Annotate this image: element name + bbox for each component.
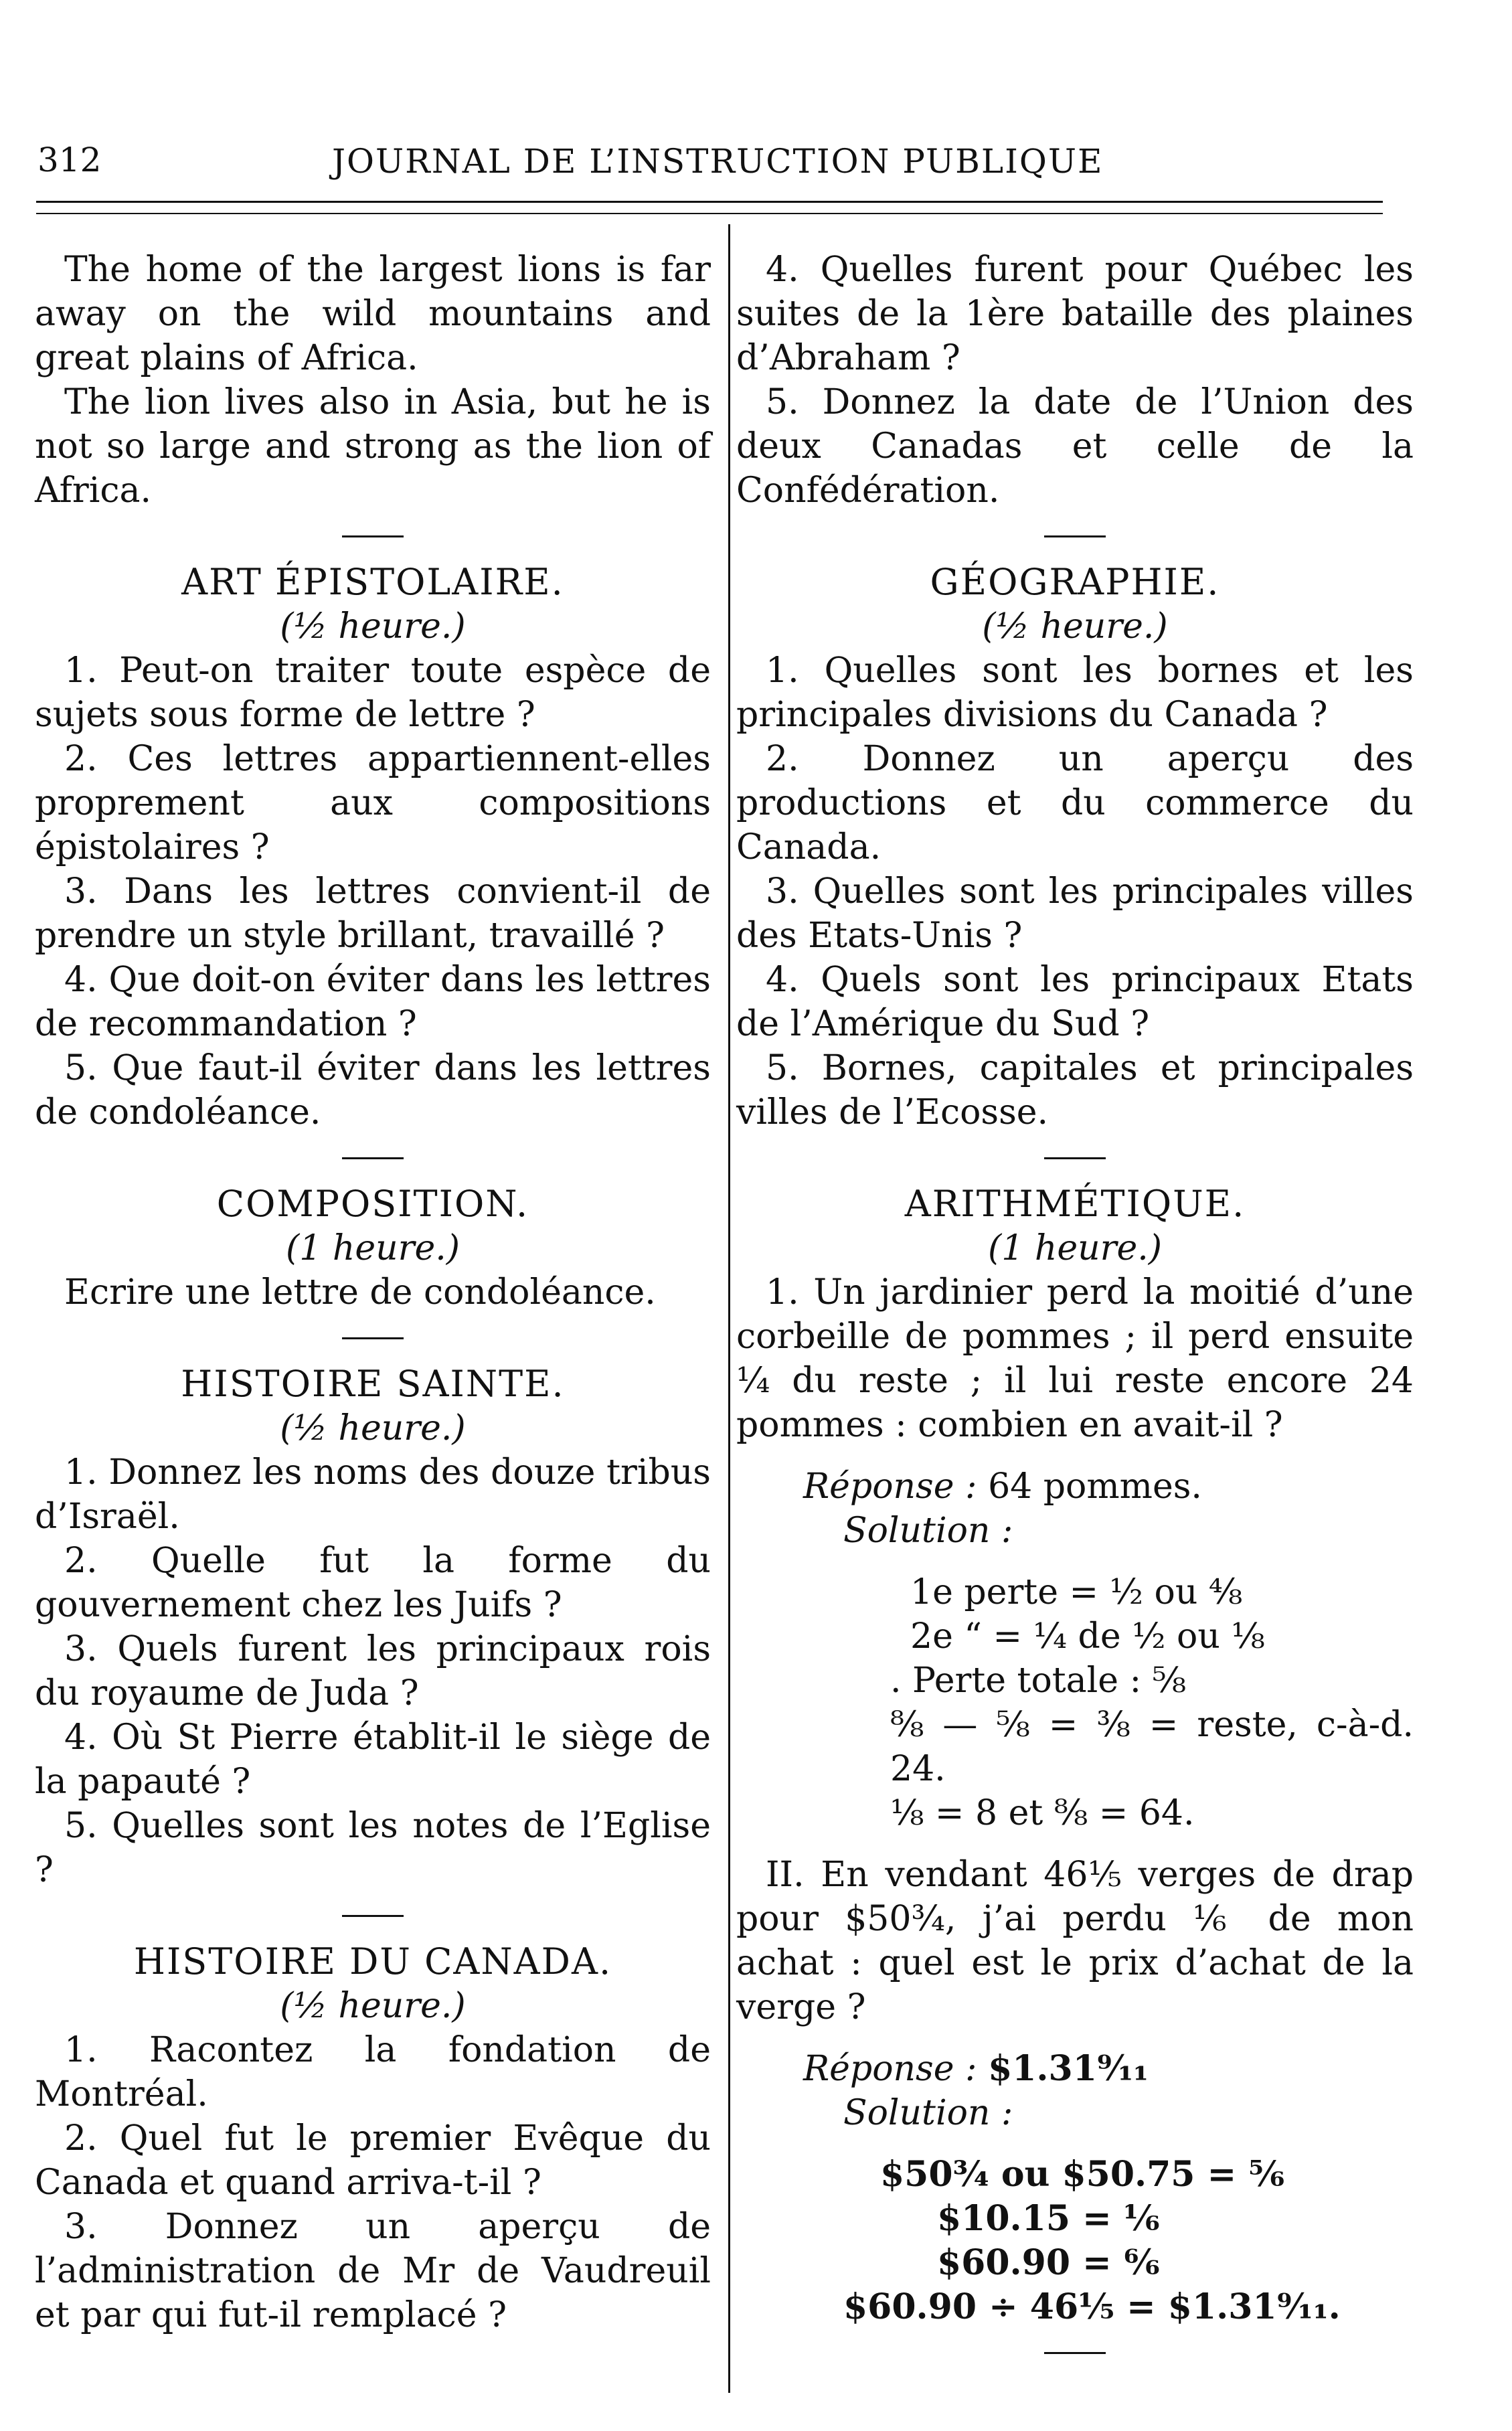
question: 4. Quelles furent pour Québec les suites de la 1ère bataille des plaines d’Abraham ? [736,250,1414,378]
question: 2. Donnez un aperçu des productions et du commerce du Canada. [736,739,1414,867]
question: 5. Quelles sont les notes de l’Eglise ? [35,1806,711,1890]
section-dash [1044,2352,1106,2354]
answer-value: 64 pommes. [988,1466,1202,1507]
section-dash [342,535,404,537]
question: 4. Quels sont les principaux Etats de l’Amérique du Sud ? [736,960,1414,1044]
section-heading: HISTOIRE SAINTE. [181,1363,565,1405]
solution-line: 1e perte = ½ ou ⁴⁄₈ [910,1572,1243,1612]
answer-label: Réponse : [803,2049,977,2089]
solution-label: Solution : [843,2093,1013,2133]
solution-line: $10.15 = ⅙ [937,2198,1160,2239]
question: 5. Donnez la date de l’Union des deux Canadas et celle de la Confédération. [736,382,1414,511]
section-heading: ARITHMÉTIQUE. [904,1183,1246,1225]
answer-value: $1.31⁹⁄₁₁ [988,2048,1149,2089]
section-time: (½ heure.) [280,1986,466,2026]
section-dash [1044,535,1106,537]
section-time: (1 heure.) [987,1228,1163,1268]
section-heading: HISTOIRE DU CANADA. [133,1940,612,1983]
page-number: 312 [37,141,102,179]
question: 3. Donnez un aperçu de l’administration de Mr de Vaudreuil et par qui fut-il remplacé ? [35,2207,711,2335]
question: 4. Que doit-on éviter dans les lettres de recommandation ? [35,960,711,1044]
section-time: (½ heure.) [982,606,1168,647]
question: 4. Où St Pierre établit-il le siège de la papauté ? [35,1717,711,1802]
section-dash [342,1337,404,1339]
question: 3. Dans les lettres convient-il de prendre un style brillant, travaillé ? [35,871,711,956]
section-dash [342,1915,404,1917]
section-heading: GÉOGRAPHIE. [930,561,1220,603]
solution-label: Solution : [843,1511,1013,1551]
section-time: (½ heure.) [280,606,466,647]
header-rule-bottom [36,213,1383,214]
solution-line: 2e “ = ¼ de ½ ou ⅛ [910,1616,1265,1657]
question: 1. Quelles sont les bornes et les principales divisions du Canada ? [736,651,1414,735]
problem-1: 1. Un jardinier perd la moitié d’une corbeille de pommes ; il perd ensuite ¼ du reste ; il lui reste encore 24 pommes : combien en avait-il ? [736,1272,1414,1445]
section-heading: COMPOSITION. [216,1183,529,1225]
section-time: (1 heure.) [285,1228,460,1268]
solution-line: ⅛ = 8 et ⁸⁄₈ = 64. [890,1793,1195,1833]
composition-text: Ecrire une lettre de condoléance. [64,1272,656,1313]
answer-1 [803,1464,1414,1509]
section-time: (½ heure.) [280,1408,466,1448]
answer-2 [803,2047,1414,2091]
running-title: JOURNAL DE L’INSTRUCTION PUBLIQUE [332,142,1104,181]
intro-paragraph: The lion lives also in Asia, but he is not so large and strong as the lion of Africa. [35,382,711,511]
section-heading: ART ÉPISTOLAIRE. [181,561,564,603]
solution-line: . Perte totale : ⅝ [890,1661,1187,1701]
question: 3. Quels furent les principaux rois du royaume de Juda ? [35,1629,711,1713]
question: 1. Donnez les noms des douze tribus d’Israël. [35,1452,711,1537]
solution-line: $60.90 = ⁶⁄₆ [937,2242,1161,2283]
header-rule-top [36,201,1383,203]
solution-line: $60.90 ÷ 46⅕ = $1.31⁹⁄₁₁. [843,2286,1341,2327]
question: 2. Quelle fut la forme du gouvernement chez les Juifs ? [35,1541,711,1625]
right-column [736,248,1414,2377]
question: 2. Ces lettres appartiennent-elles proprement aux compositions épistolaires ? [35,739,711,867]
question: 1. Peut-on traiter toute espèce de sujets sous forme de lettre ? [35,651,711,735]
solution-line: $50¾ ou $50.75 = ⅚ [880,2154,1285,2195]
answer-label: Réponse : [803,1466,977,1507]
solution-line: ⁸⁄₈ — ⅝ = ⅜ = reste, c-à-d. 24. [890,1705,1414,1789]
question: 2. Quel fut le premier Evêque du Canada et quand arriva-t-il ? [35,2118,711,2203]
section-dash [1044,1157,1106,1159]
question: 3. Quelles sont les principales villes des Etats-Unis ? [736,871,1414,956]
problem-2: II. En vendant 46⅕ verges de drap pour $50¾, j’ai perdu ⅙ de mon achat : quel est le prix d’achat de la verge ? [736,1855,1414,2027]
page-header [37,114,1383,181]
intro-paragraph: The home of the largest lions is far away on the wild mountains and great plains of Africa. [35,250,711,378]
question: 1. Racontez la fondation de Montréal. [35,2030,711,2114]
question: 5. Bornes, capitales et principales villes de l’Ecosse. [736,1048,1414,1133]
question: 5. Que faut-il éviter dans les lettres de condoléance. [35,1048,711,1133]
left-column [35,248,711,2337]
section-dash [342,1157,404,1159]
column-divider [728,224,730,2393]
